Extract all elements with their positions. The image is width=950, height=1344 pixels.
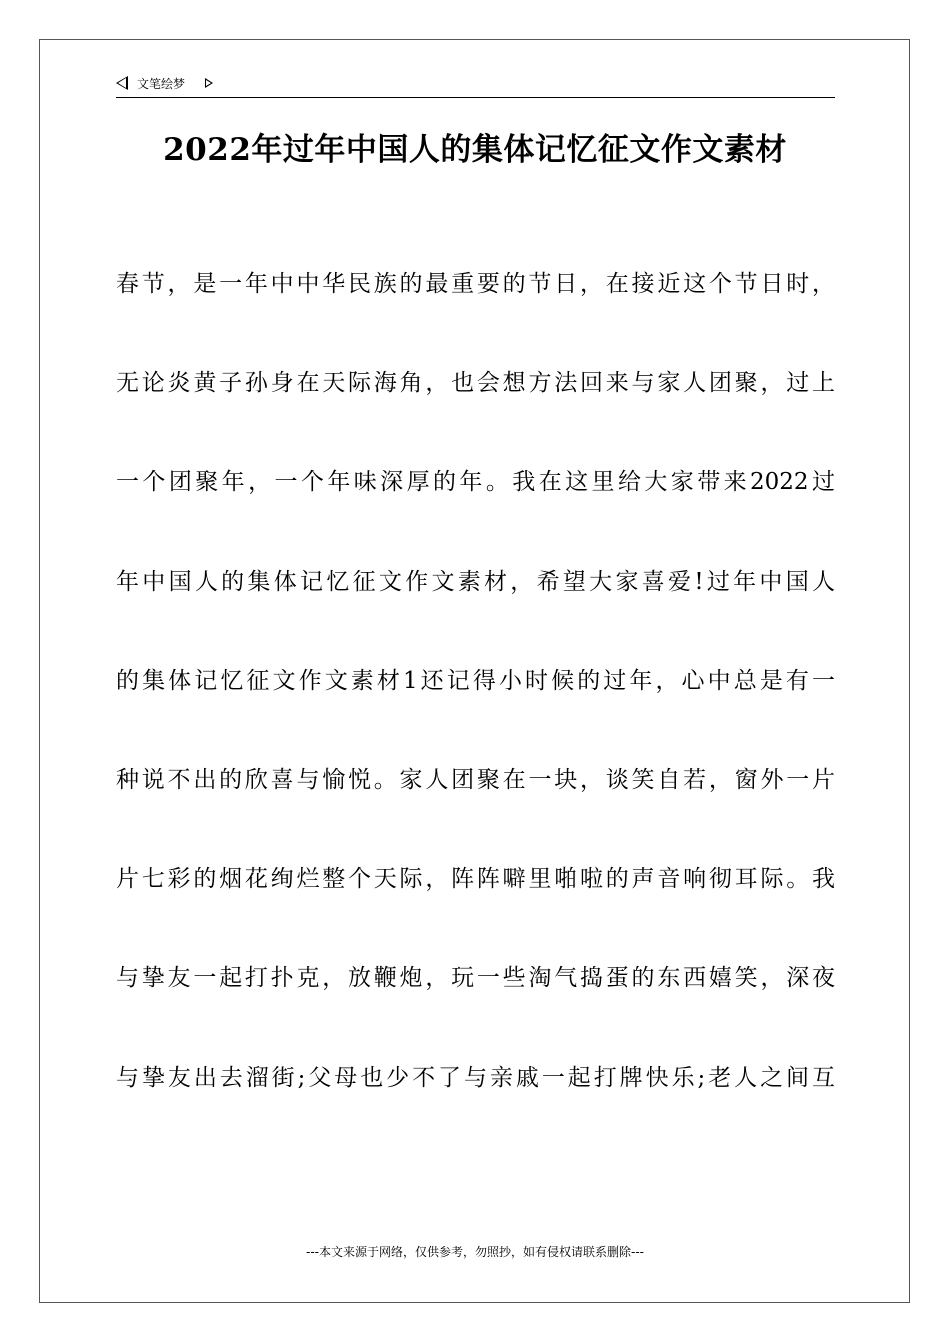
body-line: 与挚友出去溜街;父母也少不了与亲戚一起打牌快乐;老人之间互 [116,1064,835,1091]
body-line: 春节，是一年中中华民族的最重要的节日，在接近这个节日时， [116,271,835,297]
body-line: 年中国人的集体记忆征文作文素材，希望大家喜爱!过年中国人 [116,568,835,595]
document-body [116,258,835,1151]
body-line: 一个团聚年，一个年味深厚的年。我在这里给大家带来2022过 [116,469,835,496]
right-triangle-icon [205,78,213,88]
body-line: 片七彩的烟花绚烂整个天际，阵阵噼里啪啦的声音响彻耳际。我 [116,866,835,893]
page-header [116,74,835,98]
left-triangle-icon [116,76,128,90]
body-line: 的集体记忆征文作文素材1还记得小时候的过年，心中总是有一 [116,667,835,694]
body-line: 种说不出的欣喜与愉悦。家人团聚在一块，谈笑自若，窗外一片 [116,766,835,793]
footer-disclaimer: ---本文来源于网络，仅供参考，勿照抄，如有侵权请联系删除--- [306,1245,644,1259]
document-title: 2022年过年中国人的集体记忆征文作文素材 [163,132,787,168]
header-label: 文笔绘梦 [137,77,186,91]
body-line: 与挚友一起打扑克，放鞭炮，玩一些淘气捣蛋的东西嬉笑，深夜 [116,965,835,992]
body-line: 无论炎黄子孙身在天际海角，也会想方法回来与家人团聚，过上 [116,370,835,397]
